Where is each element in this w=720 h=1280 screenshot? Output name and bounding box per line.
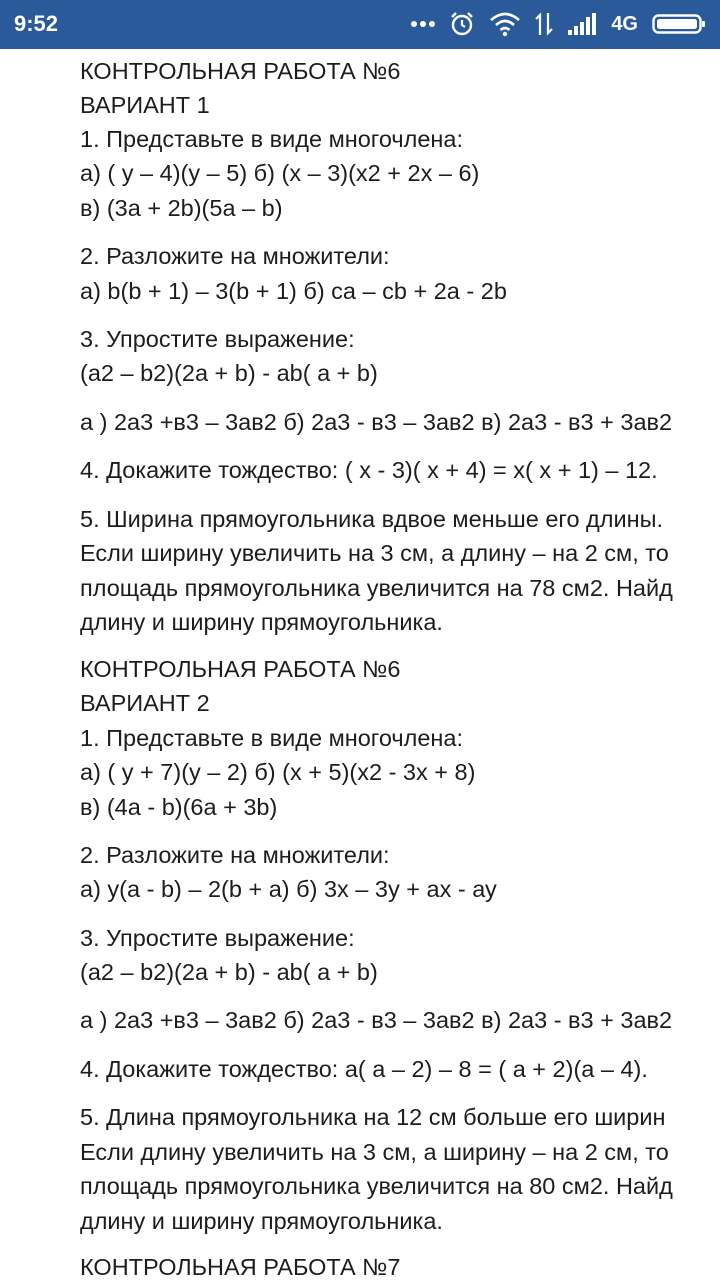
- signal-icon: [567, 12, 597, 36]
- task-line: а) b(b + 1) – 3(b + 1) б) са – сb + 2а - 2b: [80, 278, 507, 304]
- test-title: КОНТРОЛЬНАЯ РАБОТА №6: [80, 656, 401, 682]
- task-line: (а2 – b2)(2a + b) - ab( a + b): [80, 959, 378, 985]
- status-time: 9:52: [14, 11, 59, 36]
- task-line: площадь прямоугольника увеличится на 80 см2. Найд: [80, 1173, 673, 1199]
- document-content[interactable]: [80, 54, 720, 1280]
- task-line: а ) 2а3 +в3 – 3ав2 б) 2а3 - в3 – 3ав2 в) 2а3 - в3 + 3ав2: [80, 409, 673, 435]
- task-heading: 1. Представьте в виде многочлена:: [80, 126, 464, 152]
- task-heading: 2. Разложите на множители:: [80, 842, 390, 868]
- network-type-label: 4G: [611, 13, 638, 35]
- task-heading: 5. Длина прямоугольника на 12 см больше его ширин: [80, 1104, 666, 1130]
- task-line: а ) 2а3 +в3 – 3ав2 б) 2а3 - в3 – 3ав2 в) 2а3 - в3 + 3ав2: [80, 1007, 673, 1033]
- task-heading: 1. Представьте в виде многочлена:: [80, 725, 464, 751]
- task-line: площадь прямоугольника увеличится на 78 см2. Найд: [80, 575, 673, 601]
- task-line: длину и ширину прямоугольника.: [80, 609, 443, 635]
- wifi-icon: [489, 11, 521, 37]
- variant-label: ВАРИАНТ 2: [80, 690, 210, 716]
- task-heading: 2. Разложите на множители:: [80, 243, 390, 269]
- alarm-icon: [449, 11, 475, 37]
- battery-icon: [652, 13, 706, 35]
- variant-label: ВАРИАНТ 1: [80, 92, 210, 118]
- test-title: КОНТРОЛЬНАЯ РАБОТА №6: [80, 58, 401, 84]
- task-line: а) ( у – 4)(у – 5) б) (х – 3)(х2 + 2х – 6): [80, 160, 480, 186]
- task-heading: 3. Упростите выражение:: [80, 326, 355, 352]
- more-dots-icon: [411, 20, 435, 28]
- status-bar: [0, 0, 720, 49]
- task-line: а) ( у + 7)(у – 2) б) (х + 5)(х2 - 3х + 8): [80, 759, 476, 785]
- task-line: в) (3а + 2b)(5а – b): [80, 195, 283, 221]
- task-line: Если длину увеличить на 3 см, а ширину – на 2 см, то: [80, 1139, 669, 1165]
- task-heading: 4. Докажите тождество: а( а – 2) – 8 = ( а + 2)(а – 4).: [80, 1056, 648, 1082]
- data-transfer-icon: [535, 11, 553, 37]
- task-heading: 5. Ширина прямоугольника вдвое меньше его длины.: [80, 506, 663, 532]
- task-heading: 4. Докажите тождество: ( х - 3)( х + 4) = х( х + 1) – 12.: [80, 457, 658, 483]
- test-title: КОНТРОЛЬНАЯ РАБОТА №7: [80, 1254, 401, 1280]
- task-line: Если ширину увеличить на 3 см, а длину – на 2 см, то: [80, 540, 669, 566]
- task-line: в) (4а - b)(6а + 3b): [80, 794, 278, 820]
- task-line: длину и ширину прямоугольника.: [80, 1208, 443, 1234]
- task-line: а) у(а - b) – 2(b + a) б) 3х – 3у + ах - ау: [80, 876, 497, 902]
- status-icons: [397, 9, 706, 39]
- task-line: (а2 – b2)(2a + b) - ab( a + b): [80, 360, 378, 386]
- task-heading: 3. Упростите выражение:: [80, 925, 355, 951]
